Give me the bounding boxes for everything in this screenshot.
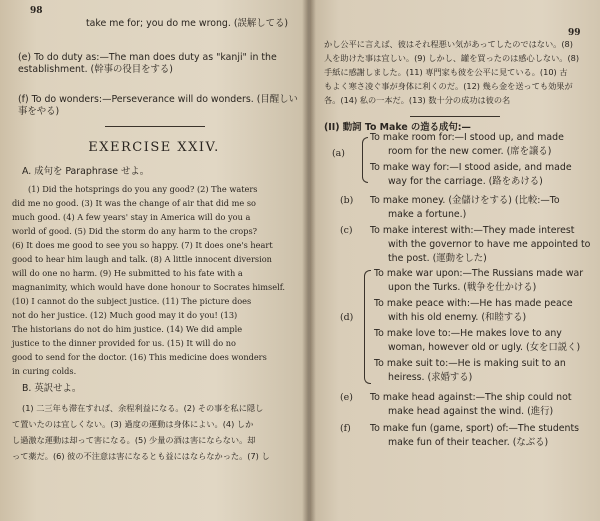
text-line: (e) To do duty as:—The man does duty as "kanji" in the establishment. (幹事の役目をする) (18, 52, 277, 75)
text-line: し過激な運動は却って害になる。(5) 少量の酒は害にならない。却 (12, 435, 256, 445)
text-line: (f) To do wonders:—Perseverance will do wonders. (目醒しい事をやる) (18, 94, 298, 117)
item-label: (b) (340, 195, 354, 206)
text-line: To make interest with:—They made interest (370, 225, 575, 236)
item-label: (c) (340, 225, 353, 236)
text-line: take me for; you do me wrong. (誤解してる) (86, 18, 289, 29)
text-line: room for the new comer. (席を譲る) (388, 146, 552, 157)
divider (105, 126, 205, 127)
brace (364, 270, 371, 384)
text-line: make head against the wind. (進行) (388, 406, 554, 417)
text-line: To make love to:—He makes love to any (374, 328, 562, 339)
text-line: justice to the dinner provided for us. (15) It will do no (12, 338, 236, 348)
item-label: (e) (340, 392, 353, 403)
brace (362, 137, 368, 183)
text-line: To make peace with:—He has made peace (374, 298, 573, 309)
text-line: To make money. (金儲けをする) (比較:—To (370, 195, 560, 206)
text-line: world of good. (5) Did the storm do any harm to the crops? (12, 226, 258, 236)
text-line: 各。(14) 私の一本だ。(13) 数十分の成功は彼の名 (324, 95, 511, 105)
text-line: way for the carriage. (路をあける) (388, 176, 543, 187)
text-line: magnanimity, which would have done honour to Socrates himself. (12, 282, 286, 292)
text-line: (1) 二三年も滞在すれば、余程利益になる。(2) その事を私に隠し (22, 403, 264, 413)
text-line: in curing colds. (12, 366, 77, 376)
text-line: (1) Did the hotsprings do you any good? (2) The waters (28, 184, 258, 194)
text-line: good to send for the doctor. (16) This medicine does wonders (12, 352, 267, 362)
text-line: heiress. (求婚する) (388, 372, 473, 383)
text-line: もよく寒さ凌ぐ事が身体に利くのだ。(12) 幾ら金を送っても効果が (324, 81, 573, 91)
text-line: woman, however old or ugly. (女を口説く) (388, 342, 581, 353)
text-line: will do one no harm. (9) He submitted to his fate with a (12, 268, 243, 278)
text-line: かし公平に言えば、彼はそれ程悪い気があってしたのではない。(8) (324, 39, 573, 49)
exercise-title: EXERCISE XXIV. (88, 140, 220, 155)
text-line: not do her justice. (12) Much good may it do you! (13) (12, 310, 238, 320)
text-line: good to hear him laugh and talk. (8) A little innocent diversion (12, 254, 272, 264)
text-line: much good. (4) A few years' stay in America will do you a (12, 212, 251, 222)
text-line: To make way for:—I stood aside, and made (370, 162, 572, 173)
text-line: upon the Turks. (戦争を仕かける) (388, 282, 537, 293)
text-line: with the governor to have me appointed to (388, 239, 591, 250)
item-label: (a) (332, 148, 345, 159)
text-line: To make room for:—I stood up, and made (370, 132, 564, 143)
section-heading: B. 英訳せよ。 (22, 383, 82, 394)
text-line: To make suit to:—He is making suit to an (374, 358, 566, 369)
text-line: with his old enemy. (和睦する) (388, 312, 527, 323)
text-line: make a fortune.) (388, 209, 467, 220)
section-heading: A. 成句を Paraphrase せよ。 (22, 166, 150, 177)
text-line: (6) It does me good to see you so happy. (7) It does one's heart (12, 240, 273, 250)
page-number: 99 (568, 28, 581, 38)
text-line: did me no good. (3) It was the change of air that did me so (12, 198, 256, 208)
text-line: make fun of their teacher. (なぶる) (388, 437, 549, 448)
text-line: て置いたのは宜しくない。(3) 過度の運動は身体によい。(4) しか (12, 419, 254, 429)
text-line: To make fun (game, sport) of:—The students (370, 423, 580, 434)
text-line: 人を助けた事は宜しい。(9) しかし、罐を買ったのは感心しない。(8) (324, 53, 580, 63)
right-page (310, 0, 600, 521)
text-line: (10) I cannot do the subject justice. (11) The picture does (12, 296, 252, 306)
item-label: (d) (340, 312, 354, 323)
text-line: To make head against:—The ship could not (370, 392, 572, 403)
text-line: the post. (運動をした) (388, 253, 487, 264)
text-line: 手紙に感謝しました。(11) 専門家も彼を公平に見ている。(10) 古 (324, 67, 568, 77)
text-line: って薬だ。(6) 彼の不注意は害になるとも益にはならなかった。(7) し (12, 451, 270, 461)
text-line: To make war upon:—The Russians made war (374, 268, 584, 279)
book-gutter (302, 0, 316, 521)
item-label: (f) (340, 423, 351, 434)
page-number: 98 (30, 6, 43, 16)
text-line: The historians do not do him justice. (14) We did ample (12, 324, 243, 334)
divider (410, 116, 500, 117)
section-heading: (II) 動詞 To Make の造る成句:— (324, 122, 471, 133)
